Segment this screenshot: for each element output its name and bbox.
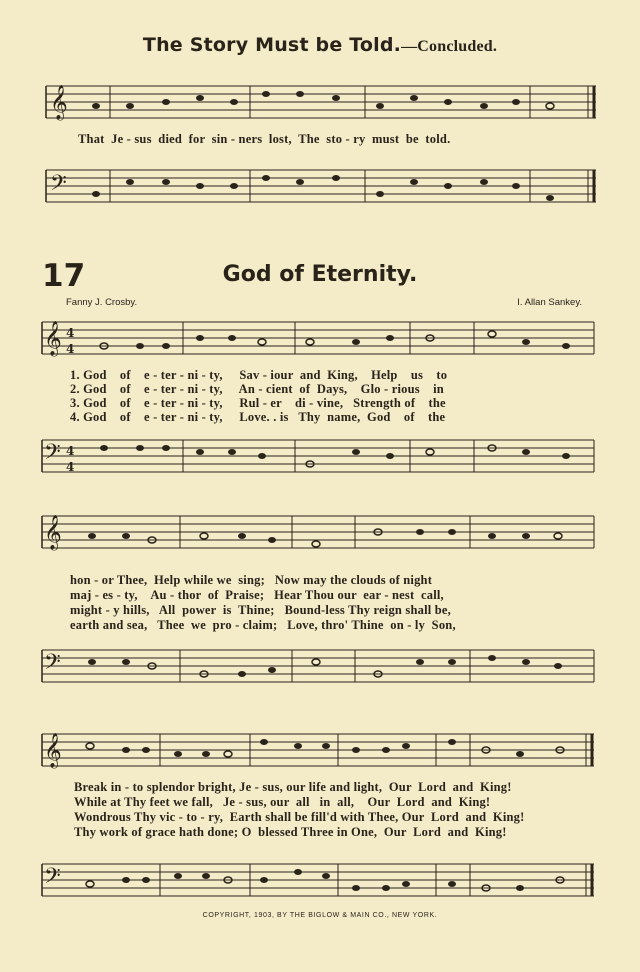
- hymn-number: 17: [42, 258, 86, 294]
- system1-verse2: 2. God of e - ter - ni - ty, An - cient of Days, Glo - rious in: [70, 382, 444, 396]
- svg-text:4: 4: [66, 460, 75, 474]
- system2-verse2: maj - es - ty, Au - thor of Praise; Hear Thou our ear - nest call,: [70, 588, 444, 602]
- system2-verse4: earth and sea, Thee we pro - claim; Love, thro' Thine on - ly Son,: [70, 618, 456, 632]
- svg-text:𝄞: 𝄞: [44, 321, 62, 356]
- svg-text:𝄞: 𝄞: [50, 85, 68, 120]
- concluded-label: —Concluded.: [401, 38, 498, 55]
- system1-treble-staff: [0, 318, 640, 362]
- system3-verse1: Break in - to splendor bright, Je - sus, our life and light, Our Lord and King!: [74, 780, 512, 794]
- copyright-notice: COPYRIGHT, 1903, BY THE BIGLOW & MAIN CO., NEW YORK.: [202, 912, 438, 919]
- system2-verse1: hon - or Thee, Help while we sing; Now may the clouds of night: [70, 573, 433, 587]
- svg-text:4: 4: [66, 326, 75, 340]
- svg-text:𝄢: 𝄢: [50, 171, 67, 201]
- svg-text:𝄢: 𝄢: [44, 440, 61, 470]
- svg-text:4: 4: [66, 342, 75, 356]
- svg-text:𝄞: 𝄞: [44, 733, 62, 768]
- composer-credit: I. Allan Sankey.: [517, 297, 582, 308]
- svg-text:𝄞: 𝄞: [44, 515, 62, 550]
- top-bass-staff: [0, 166, 640, 210]
- svg-text:𝄢: 𝄢: [44, 864, 61, 894]
- system1-verse4: 4. God of e - ter - ni - ty, Love. . is Thy name, God of the: [70, 410, 446, 424]
- system2-treble-staff: [0, 512, 640, 556]
- top-treble-staff: [0, 82, 640, 126]
- system3-verse2: While at Thy feet we fall, Je - sus, our all in all, Our Lord and King!: [74, 795, 491, 809]
- system1-verse1: 1. God of e - ter - ni - ty, Sav - iour and King, Help us to: [70, 368, 448, 382]
- author-credit: Fanny J. Crosby.: [66, 297, 138, 308]
- svg-text:4: 4: [66, 444, 75, 458]
- system2-verse3: might - y hills, All power is Thine; Bound-less Thy reign shall be,: [70, 603, 451, 617]
- svg-text:𝄢: 𝄢: [44, 650, 61, 680]
- system2-bass-staff: [0, 646, 640, 690]
- system3-verse3: Wondrous Thy vic - to - ry, Earth shall be fill'd with Thee, Our Lord and King!: [74, 810, 525, 824]
- system1-bass-staff: [0, 436, 640, 480]
- system1-verse3: 3. God of e - ter - ni - ty, Rul - er di - vine, Strength of the: [70, 396, 446, 410]
- system3-bass-staff: [0, 860, 640, 904]
- system3-treble-staff: [0, 730, 640, 774]
- song-title-concluded: [0, 34, 640, 56]
- top-song-lyric: That Je - sus died for sin - ners lost, The sto - ry must be told.: [78, 132, 451, 146]
- song-title-text: The Story Must be Told.: [142, 34, 402, 56]
- system3-verse4: Thy work of grace hath done; O blessed Three in One, Our Lord and King!: [74, 825, 507, 839]
- hymn-title: God of Eternity.: [222, 262, 418, 287]
